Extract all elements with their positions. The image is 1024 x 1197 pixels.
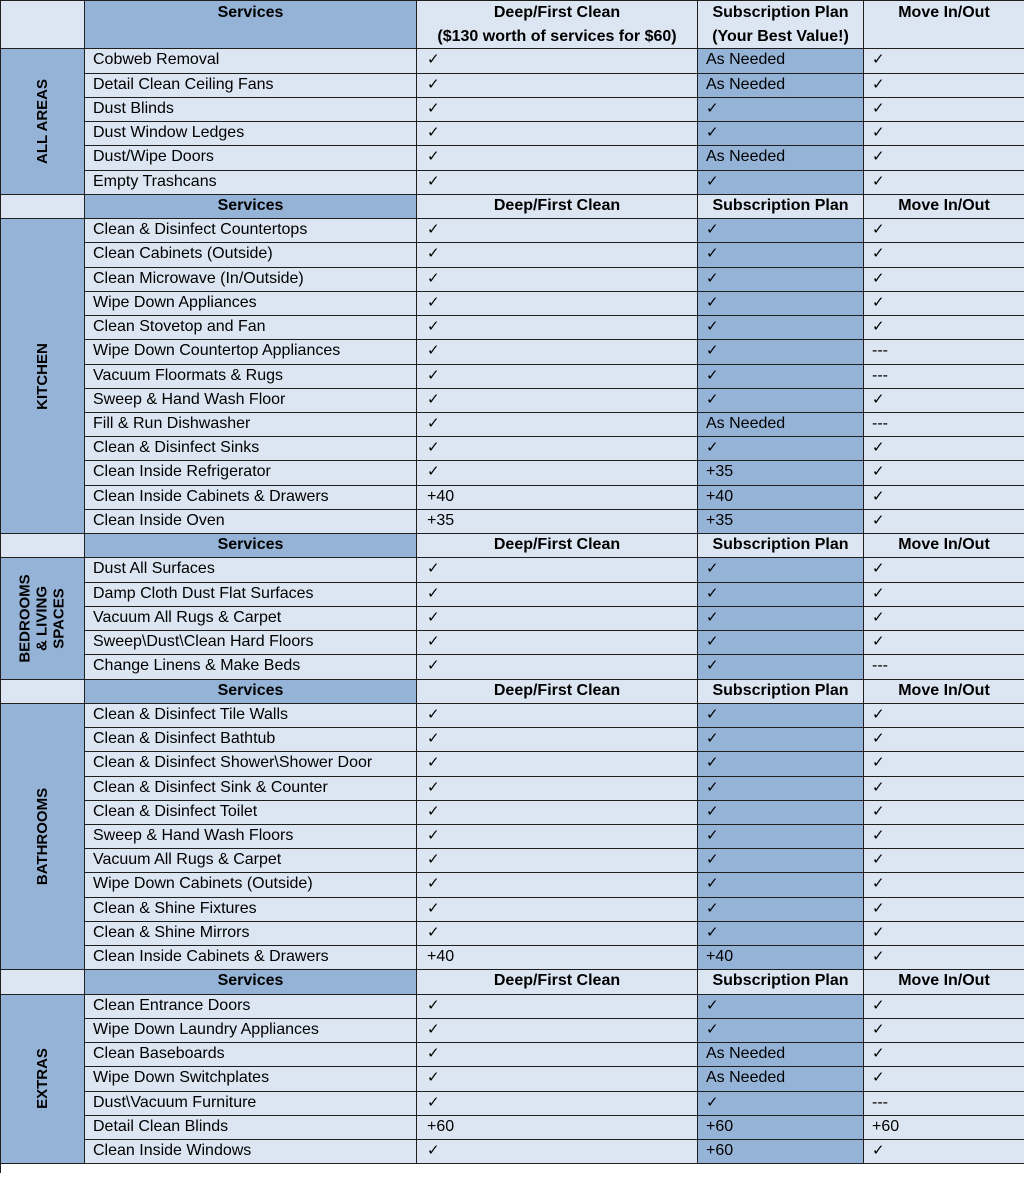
move-in-out-value: --- xyxy=(864,655,1024,679)
service-name: Clean Inside Cabinets & Drawers xyxy=(85,486,417,510)
subscription-value: +35 xyxy=(698,461,864,485)
category-label: BEDROOMS & LIVING SPACES xyxy=(17,574,68,663)
service-name: Vacuum All Rugs & Carpet xyxy=(85,849,417,873)
service-name: Clean Inside Refrigerator xyxy=(85,461,417,485)
service-name: Cobweb Removal xyxy=(85,49,417,73)
deep-clean-value: ✓ xyxy=(417,171,698,195)
subscription-value: ✓ xyxy=(698,1092,864,1116)
move-in-out-value: ✓ xyxy=(864,243,1024,267)
subscription-value: ✓ xyxy=(698,389,864,413)
move-in-out-value: ✓ xyxy=(864,898,1024,922)
deep-clean-value: ✓ xyxy=(417,873,698,897)
deep-clean-value: ✓ xyxy=(417,1067,698,1091)
move-in-out-value: ✓ xyxy=(864,946,1024,970)
service-name: Dust All Surfaces xyxy=(85,558,417,582)
subheader-move-in-out: Move In/Out xyxy=(864,680,1024,704)
move-in-out-value: ✓ xyxy=(864,389,1024,413)
move-in-out-value: ✓ xyxy=(864,98,1024,122)
move-in-out-value: --- xyxy=(864,1092,1024,1116)
service-name: Clean Entrance Doors xyxy=(85,995,417,1019)
deep-clean-value: ✓ xyxy=(417,389,698,413)
subscription-value: ✓ xyxy=(698,995,864,1019)
deep-clean-value: ✓ xyxy=(417,728,698,752)
move-in-out-value: ✓ xyxy=(864,292,1024,316)
subheader-corner xyxy=(1,195,85,219)
service-name: Clean Inside Cabinets & Drawers xyxy=(85,946,417,970)
subscription-value: ✓ xyxy=(698,777,864,801)
header-services xyxy=(85,1,417,49)
move-in-out-value: ✓ xyxy=(864,461,1024,485)
subheader-subscription-plan: Subscription Plan xyxy=(698,680,864,704)
service-name: Clean Baseboards xyxy=(85,1043,417,1067)
subscription-value: +40 xyxy=(698,946,864,970)
deep-clean-value: ✓ xyxy=(417,365,698,389)
subscription-value: ✓ xyxy=(698,655,864,679)
deep-clean-value: ✓ xyxy=(417,219,698,243)
deep-clean-value: ✓ xyxy=(417,316,698,340)
service-name: Fill & Run Dishwasher xyxy=(85,413,417,437)
subheader-deep-clean: Deep/First Clean xyxy=(417,680,698,704)
deep-clean-value: ✓ xyxy=(417,607,698,631)
deep-clean-value: ✓ xyxy=(417,292,698,316)
move-in-out-value: --- xyxy=(864,413,1024,437)
move-in-out-value: ✓ xyxy=(864,825,1024,849)
move-in-out-value: ✓ xyxy=(864,510,1024,534)
service-name: Dust\Vacuum Furniture xyxy=(85,1092,417,1116)
subscription-value: ✓ xyxy=(698,752,864,776)
deep-clean-value: +40 xyxy=(417,946,698,970)
subscription-value: ✓ xyxy=(698,825,864,849)
deep-clean-value: ✓ xyxy=(417,243,698,267)
move-in-out-value: --- xyxy=(864,340,1024,364)
deep-clean-value: ✓ xyxy=(417,558,698,582)
service-name: Clean & Disinfect Countertops xyxy=(85,219,417,243)
subheader-deep-clean: Deep/First Clean xyxy=(417,534,698,558)
move-in-out-value: ✓ xyxy=(864,558,1024,582)
move-in-out-value: ✓ xyxy=(864,486,1024,510)
service-name: Detail Clean Blinds xyxy=(85,1116,417,1140)
subscription-value: ✓ xyxy=(698,437,864,461)
move-in-out-value: ✓ xyxy=(864,122,1024,146)
subscription-value: ✓ xyxy=(698,728,864,752)
deep-clean-value: ✓ xyxy=(417,340,698,364)
move-in-out-value: ✓ xyxy=(864,171,1024,195)
service-name: Sweep & Hand Wash Floors xyxy=(85,825,417,849)
category-label: EXTRAS xyxy=(34,1048,51,1110)
deep-clean-value: ✓ xyxy=(417,268,698,292)
move-in-out-value: +60 xyxy=(864,1116,1024,1140)
service-name: Clean Microwave (In/Outside) xyxy=(85,268,417,292)
service-name: Clean & Disinfect Tile Walls xyxy=(85,704,417,728)
subheader-deep-clean: Deep/First Clean xyxy=(417,195,698,219)
deep-clean-value: ✓ xyxy=(417,49,698,73)
subscription-value: As Needed xyxy=(698,413,864,437)
subheader-subscription-plan: Subscription Plan xyxy=(698,195,864,219)
header-subscription-line1: Subscription Plan xyxy=(712,4,849,21)
move-in-out-value: ✓ xyxy=(864,849,1024,873)
subscription-value: As Needed xyxy=(698,1067,864,1091)
header-deep-clean-line1: Deep/First Clean xyxy=(493,4,621,21)
move-in-out-value: ✓ xyxy=(864,873,1024,897)
deep-clean-value: ✓ xyxy=(417,777,698,801)
service-name: Clean Inside Oven xyxy=(85,510,417,534)
deep-clean-value: ✓ xyxy=(417,1019,698,1043)
subscription-value: ✓ xyxy=(698,171,864,195)
service-name: Sweep\Dust\Clean Hard Floors xyxy=(85,631,417,655)
service-name: Dust Window Ledges xyxy=(85,122,417,146)
category-label: ALL AREAS xyxy=(34,79,52,165)
category-label-cell xyxy=(1,704,85,971)
subheader-services: Services xyxy=(85,195,417,219)
header-deep-clean-line2: ($130 worth of services for $60) xyxy=(437,28,677,45)
service-name: Damp Cloth Dust Flat Surfaces xyxy=(85,583,417,607)
service-name: Clean Stovetop and Fan xyxy=(85,316,417,340)
subscription-value: ✓ xyxy=(698,122,864,146)
service-name: Sweep & Hand Wash Floor xyxy=(85,389,417,413)
service-name: Clean & Shine Mirrors xyxy=(85,922,417,946)
subscription-value: ✓ xyxy=(698,898,864,922)
category-label-cell xyxy=(1,558,85,679)
move-in-out-value: ✓ xyxy=(864,801,1024,825)
category-label-cell xyxy=(1,995,85,1165)
header-deep-clean xyxy=(417,1,698,49)
deep-clean-value: +40 xyxy=(417,486,698,510)
move-in-out-value: ✓ xyxy=(864,1043,1024,1067)
service-name: Detail Clean Ceiling Fans xyxy=(85,74,417,98)
service-name: Vacuum All Rugs & Carpet xyxy=(85,607,417,631)
subscription-value: As Needed xyxy=(698,146,864,170)
corner-cell xyxy=(1,1,85,49)
category-label: BATHROOMS xyxy=(34,787,51,886)
move-in-out-value: ✓ xyxy=(864,583,1024,607)
header-subscription-line2: (Your Best Value!) xyxy=(712,28,849,45)
move-in-out-value: --- xyxy=(864,365,1024,389)
deep-clean-value: ✓ xyxy=(417,461,698,485)
subscription-value: ✓ xyxy=(698,268,864,292)
deep-clean-value: ✓ xyxy=(417,825,698,849)
subscription-value: ✓ xyxy=(698,873,864,897)
deep-clean-value: ✓ xyxy=(417,752,698,776)
subscription-value: ✓ xyxy=(698,583,864,607)
service-name: Vacuum Floormats & Rugs xyxy=(85,365,417,389)
service-name: Empty Trashcans xyxy=(85,171,417,195)
subscription-value: ✓ xyxy=(698,631,864,655)
subscription-value: ✓ xyxy=(698,340,864,364)
subscription-value: ✓ xyxy=(698,316,864,340)
service-name: Change Linens & Make Beds xyxy=(85,655,417,679)
move-in-out-value: ✓ xyxy=(864,607,1024,631)
deep-clean-value: ✓ xyxy=(417,655,698,679)
header-move-in-out-label: Move In/Out xyxy=(898,4,990,21)
move-in-out-value: ✓ xyxy=(864,437,1024,461)
move-in-out-value: ✓ xyxy=(864,1019,1024,1043)
service-name: Clean Inside Windows xyxy=(85,1140,417,1164)
deep-clean-value: ✓ xyxy=(417,122,698,146)
move-in-out-value: ✓ xyxy=(864,49,1024,73)
service-name: Clean & Disinfect Bathtub xyxy=(85,728,417,752)
move-in-out-value: ✓ xyxy=(864,995,1024,1019)
move-in-out-value: ✓ xyxy=(864,704,1024,728)
subheader-services: Services xyxy=(85,534,417,558)
deep-clean-value: ✓ xyxy=(417,898,698,922)
subheader-services: Services xyxy=(85,680,417,704)
deep-clean-value: +35 xyxy=(417,510,698,534)
subscription-value: ✓ xyxy=(698,607,864,631)
subheader-move-in-out: Move In/Out xyxy=(864,534,1024,558)
deep-clean-value: ✓ xyxy=(417,922,698,946)
move-in-out-value: ✓ xyxy=(864,219,1024,243)
deep-clean-value: ✓ xyxy=(417,849,698,873)
move-in-out-value: ✓ xyxy=(864,1140,1024,1164)
service-name: Wipe Down Appliances xyxy=(85,292,417,316)
subscription-value: ✓ xyxy=(698,243,864,267)
subscription-value: ✓ xyxy=(698,922,864,946)
service-name: Clean Cabinets (Outside) xyxy=(85,243,417,267)
move-in-out-value: ✓ xyxy=(864,752,1024,776)
header-move-in-out xyxy=(864,1,1024,49)
category-label-cell xyxy=(1,219,85,534)
subheader-services: Services xyxy=(85,970,417,994)
subscription-value: +60 xyxy=(698,1140,864,1164)
subheader-move-in-out: Move In/Out xyxy=(864,970,1024,994)
header-services-label: Services xyxy=(217,4,284,21)
deep-clean-value: ✓ xyxy=(417,413,698,437)
subheader-corner xyxy=(1,680,85,704)
subscription-value: ✓ xyxy=(698,365,864,389)
subheader-subscription-plan: Subscription Plan xyxy=(698,970,864,994)
subheader-move-in-out: Move In/Out xyxy=(864,195,1024,219)
subheader-corner xyxy=(1,970,85,994)
deep-clean-value: ✓ xyxy=(417,146,698,170)
move-in-out-value: ✓ xyxy=(864,146,1024,170)
service-name: Clean & Disinfect Sink & Counter xyxy=(85,777,417,801)
deep-clean-value: +60 xyxy=(417,1116,698,1140)
service-name: Clean & Disinfect Toilet xyxy=(85,801,417,825)
category-label: KITCHEN xyxy=(33,342,51,410)
subscription-value: ✓ xyxy=(698,219,864,243)
subscription-value: ✓ xyxy=(698,1019,864,1043)
deep-clean-value: ✓ xyxy=(417,583,698,607)
move-in-out-value: ✓ xyxy=(864,1067,1024,1091)
move-in-out-value: ✓ xyxy=(864,631,1024,655)
subscription-value: As Needed xyxy=(698,74,864,98)
subscription-value: +40 xyxy=(698,486,864,510)
deep-clean-value: ✓ xyxy=(417,1043,698,1067)
deep-clean-value: ✓ xyxy=(417,995,698,1019)
deep-clean-value: ✓ xyxy=(417,1092,698,1116)
subscription-value: ✓ xyxy=(698,292,864,316)
service-name: Clean & Shine Fixtures xyxy=(85,898,417,922)
move-in-out-value: ✓ xyxy=(864,74,1024,98)
subscription-value: ✓ xyxy=(698,704,864,728)
move-in-out-value: ✓ xyxy=(864,728,1024,752)
header-subscription-plan xyxy=(698,1,864,49)
deep-clean-value: ✓ xyxy=(417,1140,698,1164)
service-name: Dust Blinds xyxy=(85,98,417,122)
deep-clean-value: ✓ xyxy=(417,704,698,728)
service-name: Wipe Down Cabinets (Outside) xyxy=(85,873,417,897)
subheader-deep-clean: Deep/First Clean xyxy=(417,970,698,994)
service-name: Wipe Down Countertop Appliances xyxy=(85,340,417,364)
deep-clean-value: ✓ xyxy=(417,801,698,825)
subheader-subscription-plan: Subscription Plan xyxy=(698,534,864,558)
deep-clean-value: ✓ xyxy=(417,437,698,461)
deep-clean-value: ✓ xyxy=(417,74,698,98)
category-label-cell xyxy=(1,49,85,194)
subscription-value: ✓ xyxy=(698,98,864,122)
deep-clean-value: ✓ xyxy=(417,631,698,655)
subscription-value: As Needed xyxy=(698,1043,864,1067)
service-name: Wipe Down Switchplates xyxy=(85,1067,417,1091)
service-name: Wipe Down Laundry Appliances xyxy=(85,1019,417,1043)
move-in-out-value: ✓ xyxy=(864,777,1024,801)
service-name: Clean & Disinfect Shower\Shower Door xyxy=(85,752,417,776)
subscription-value: ✓ xyxy=(698,849,864,873)
subscription-value: ✓ xyxy=(698,801,864,825)
subheader-corner xyxy=(1,534,85,558)
move-in-out-value: ✓ xyxy=(864,316,1024,340)
deep-clean-value: ✓ xyxy=(417,98,698,122)
subscription-value: As Needed xyxy=(698,49,864,73)
subscription-value: +35 xyxy=(698,510,864,534)
move-in-out-value: ✓ xyxy=(864,922,1024,946)
subscription-value: ✓ xyxy=(698,558,864,582)
move-in-out-value: ✓ xyxy=(864,268,1024,292)
service-name: Dust/Wipe Doors xyxy=(85,146,417,170)
subscription-value: +60 xyxy=(698,1116,864,1140)
service-name: Clean & Disinfect Sinks xyxy=(85,437,417,461)
